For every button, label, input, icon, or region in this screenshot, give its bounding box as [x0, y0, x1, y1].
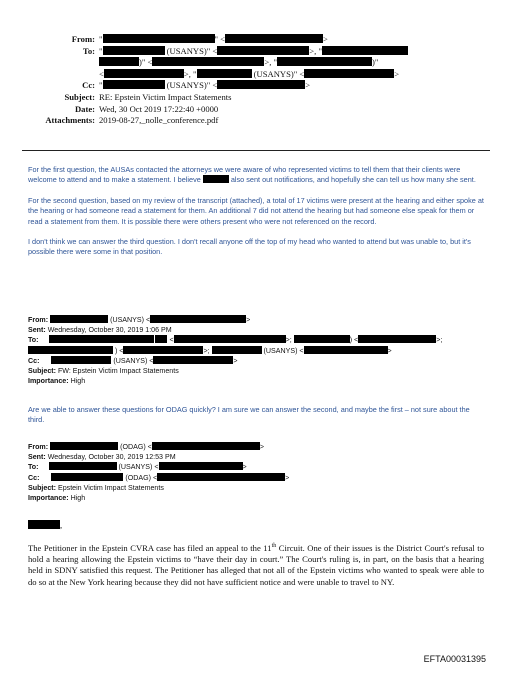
- forwarded-header-1: From: (USANYS) < > Sent: Wednesday, October 30, 2019 1:06 PM To: < >; ) < >; ) < >; (USANYS) < > Cc: (USANYS) < > Subject: FW: Epstein Victim Impact Statements Importance: High: [28, 316, 443, 386]
- redaction: [99, 57, 139, 66]
- redaction: [51, 473, 123, 481]
- original-paragraph: The Petitioner in the Epstein CVRA case has filed an appeal to the 11th Circuit. One of their issues is the District Court's refusal to hold a hearing allowing the Epstein victims to “have their day in court.” The Court's ruling is, in part, on the basis that a hearing held in SDNY satisfied this request. The Petitioner has alleged that not all of the Epstein victims who wanted to speak were able to do so at the New York hearing because they did not have sufficient notice and were unable to travel to NY.: [28, 543, 484, 587]
- salutation: ,: [28, 520, 484, 531]
- forward-body: [28, 405, 484, 426]
- to-label: To:: [82, 45, 95, 56]
- redaction: [277, 57, 372, 66]
- redaction: [203, 175, 229, 183]
- redaction: [51, 356, 111, 364]
- email-header: [40, 34, 480, 127]
- redaction: [294, 335, 350, 343]
- redaction: [153, 356, 233, 364]
- fw1-subject: FW: Epstein Victim Impact Statements: [57, 366, 179, 375]
- redaction: [157, 473, 285, 481]
- header-to-row: To: " (USANYS)" < >, ": [40, 46, 480, 58]
- reply-paragraph-1: For the first question, the AUSAs contacted the attorneys we were aware of who represented victims to tell them that their clients were welcome to attend and to make a statement. I believe also sent out notifications, and hopefully she can tell us how many she sent.: [28, 165, 476, 185]
- fw2-subject: Epstein Victim Impact Statements: [57, 483, 164, 492]
- email-date: Wed, 30 Oct 2019 17:22:40 +0000: [99, 103, 219, 114]
- redaction: [217, 46, 309, 55]
- header-to-row-3: < >, " (USANYS)" < >: [99, 68, 400, 79]
- redaction: [150, 315, 246, 323]
- header-to-row-2: )" < >, " )": [40, 57, 480, 69]
- attachments-label: Attachments:: [45, 115, 95, 126]
- cc-label: Cc:: [82, 80, 95, 91]
- header-attachments-row: [40, 115, 480, 127]
- header-from-row: From: " " < >: [40, 34, 480, 46]
- redaction: [304, 69, 394, 78]
- fw2-importance: High: [70, 493, 86, 502]
- redaction: [49, 462, 117, 470]
- header-cc-row: Cc: " (USANYS)" < >: [40, 80, 480, 92]
- reply-paragraph-3: I don't think we can answer the third question. I don't recall anyone off the top of my head who wanted to attend but was unable to, but it's possible there were some in that position.: [28, 237, 471, 257]
- reply-paragraph-2: For the second question, based on my review of the transcript (attached), a total of 17 victims were present at the hearing and either spoke at the hearing or had someone read a statement for them. An additional 7 did not attend the hearing but had someone else speak for them or read a statement from them. It is possible there were others present who were not referenced on the record.: [28, 195, 484, 226]
- redaction: [28, 346, 113, 354]
- attachment-filename: 2019-08-27,_nolle_conference.pdf: [99, 115, 219, 126]
- reply-body: [28, 165, 484, 258]
- redaction: [174, 335, 286, 343]
- forward-paragraph: Are we able to answer these questions for ODAG quickly? I am sure we can answer the second, and maybe the first – not sure about the third.: [28, 405, 470, 425]
- header-date-row: [40, 104, 480, 116]
- redaction: [225, 34, 323, 43]
- redaction: [50, 442, 118, 450]
- email-subject: RE: Epstein Victim Impact Statements: [99, 91, 232, 102]
- from-label: From:: [71, 34, 95, 44]
- redaction: [28, 520, 60, 529]
- forwarded-header-2: From: (ODAG) < > Sent: Wednesday, October 30, 2019 12:53 PM To: (USANYS) < > Cc: (ODAG) < > Subject: Epstein Victim Impact Statements Importance: High: [28, 443, 290, 502]
- redaction: [197, 69, 252, 78]
- redaction: [358, 335, 436, 343]
- redaction: [212, 346, 262, 354]
- original-message: [28, 520, 484, 588]
- redaction: [103, 46, 165, 55]
- redaction: [322, 46, 408, 55]
- bates-number: EFTA00031395: [423, 654, 486, 664]
- redaction: [217, 80, 305, 89]
- redaction: [104, 69, 184, 78]
- redaction: [103, 34, 215, 43]
- redaction: [123, 346, 203, 354]
- date-label: Date:: [74, 103, 95, 114]
- header-divider: [22, 150, 490, 151]
- redaction: [103, 80, 165, 89]
- redaction: [155, 335, 167, 343]
- redaction: [152, 442, 260, 450]
- fw1-importance: High: [70, 377, 86, 386]
- redaction: [49, 335, 154, 343]
- header-subject-row: [40, 92, 480, 104]
- redaction: [304, 346, 388, 354]
- redaction: [159, 462, 243, 470]
- redaction: [152, 57, 264, 66]
- redaction: [50, 315, 108, 323]
- subject-label: Subject:: [64, 91, 95, 102]
